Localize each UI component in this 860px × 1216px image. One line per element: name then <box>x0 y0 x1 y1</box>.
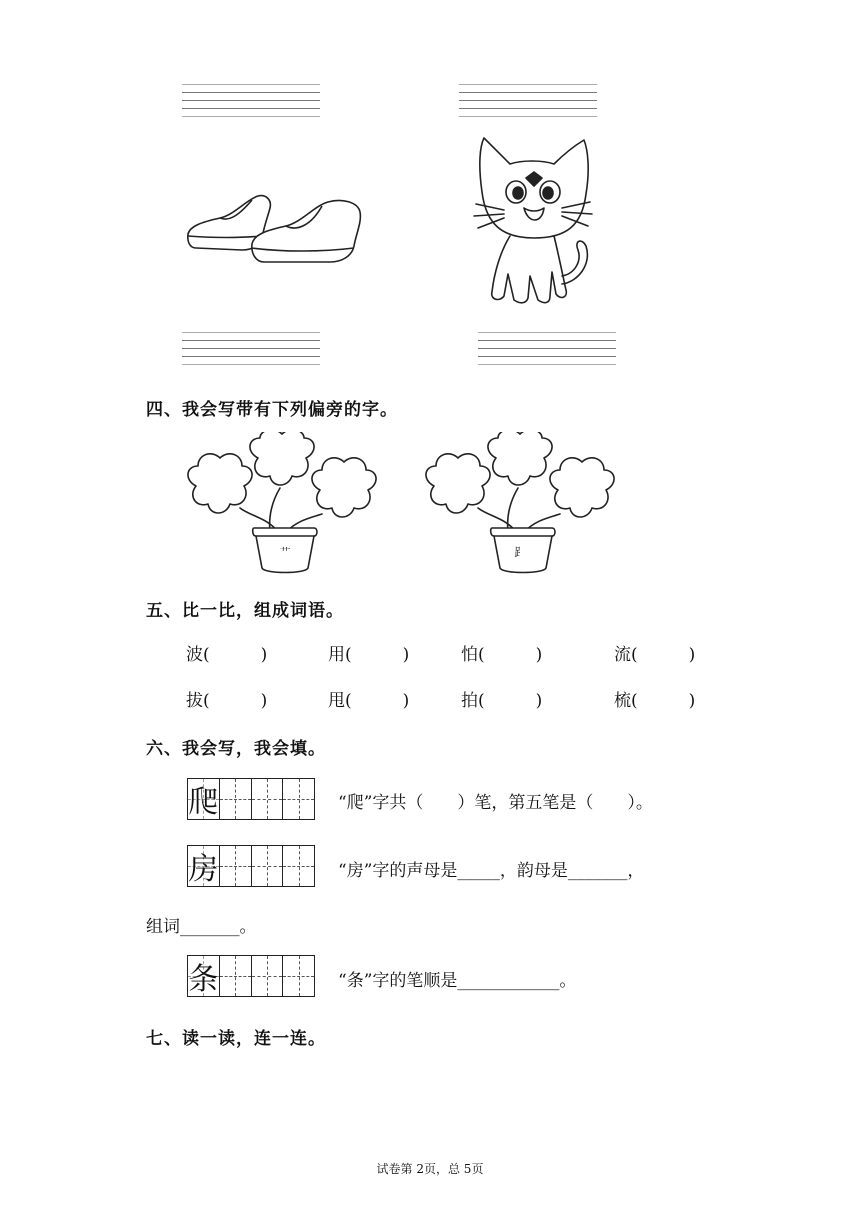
writing-grid-pa[interactable] <box>187 778 315 820</box>
section-seven-heading: 七、读一读，连一连。 <box>146 1029 326 1049</box>
word-blank[interactable]: 流( ) <box>614 645 696 665</box>
pinyin-lines-cat-bottom[interactable] <box>478 332 616 372</box>
writing-grid-tiao[interactable] <box>187 955 315 997</box>
pot-radical: ⻊ <box>513 545 527 559</box>
section-five-heading: 五、比一比，组成词语。 <box>146 601 344 621</box>
grid-cell[interactable] <box>220 956 252 996</box>
grid-model-char: 爬 <box>188 779 220 819</box>
flower-cloud <box>188 454 252 513</box>
flower-pot-1 <box>182 432 382 577</box>
pinyin-lines-cat-top[interactable] <box>459 84 597 124</box>
word-blank[interactable]: 甩( ) <box>328 691 410 711</box>
shoes-image <box>182 186 367 268</box>
cat-image <box>470 134 600 309</box>
grid-cell[interactable] <box>220 846 252 886</box>
word-blank[interactable]: 怕( ) <box>461 645 543 665</box>
flower-cloud <box>426 454 490 513</box>
word-blank[interactable]: 拍( ) <box>461 691 543 711</box>
word-blank[interactable]: 用( ) <box>328 645 410 665</box>
grid-cell[interactable] <box>252 779 284 819</box>
word-blank[interactable]: 波( ) <box>186 645 268 665</box>
word-blank[interactable]: 梳( ) <box>614 691 696 711</box>
word-blank[interactable]: 拔( ) <box>186 691 268 711</box>
question-pa: “爬”字共（ ）笔，第五笔是（ ）。 <box>338 793 653 813</box>
page-footer: 试卷第 2页，总 5页 <box>376 1162 484 1176</box>
flower-cloud <box>488 432 552 485</box>
pinyin-lines-shoes-bottom[interactable] <box>182 332 320 372</box>
flower-cloud <box>550 458 614 517</box>
section-four-heading: 四、我会写带有下列偏旁的字。 <box>146 400 398 420</box>
section-six-heading: 六、我会写，我会填。 <box>146 739 326 759</box>
pinyin-lines-shoes-top[interactable] <box>182 84 320 124</box>
grid-model-char: 房 <box>188 846 220 886</box>
writing-grid-fang[interactable] <box>187 845 315 887</box>
grid-model-char: 条 <box>188 956 220 996</box>
grid-cell[interactable] <box>220 779 252 819</box>
grid-cell[interactable] <box>283 779 314 819</box>
grid-cell[interactable] <box>283 956 314 996</box>
question-fang: “房”字的声母是_____，韵母是_______， <box>338 861 645 881</box>
flower-cloud <box>312 458 376 517</box>
pot-radical: 艹 <box>279 546 291 559</box>
question-fang-continuation: 组词_______。 <box>146 917 257 937</box>
flower-pot-2 <box>420 432 620 577</box>
grid-cell[interactable] <box>252 846 284 886</box>
grid-cell[interactable] <box>252 956 284 996</box>
flower-cloud <box>250 432 314 485</box>
question-tiao: “条”字的笔顺是____________。 <box>338 971 577 991</box>
grid-cell[interactable] <box>283 846 314 886</box>
